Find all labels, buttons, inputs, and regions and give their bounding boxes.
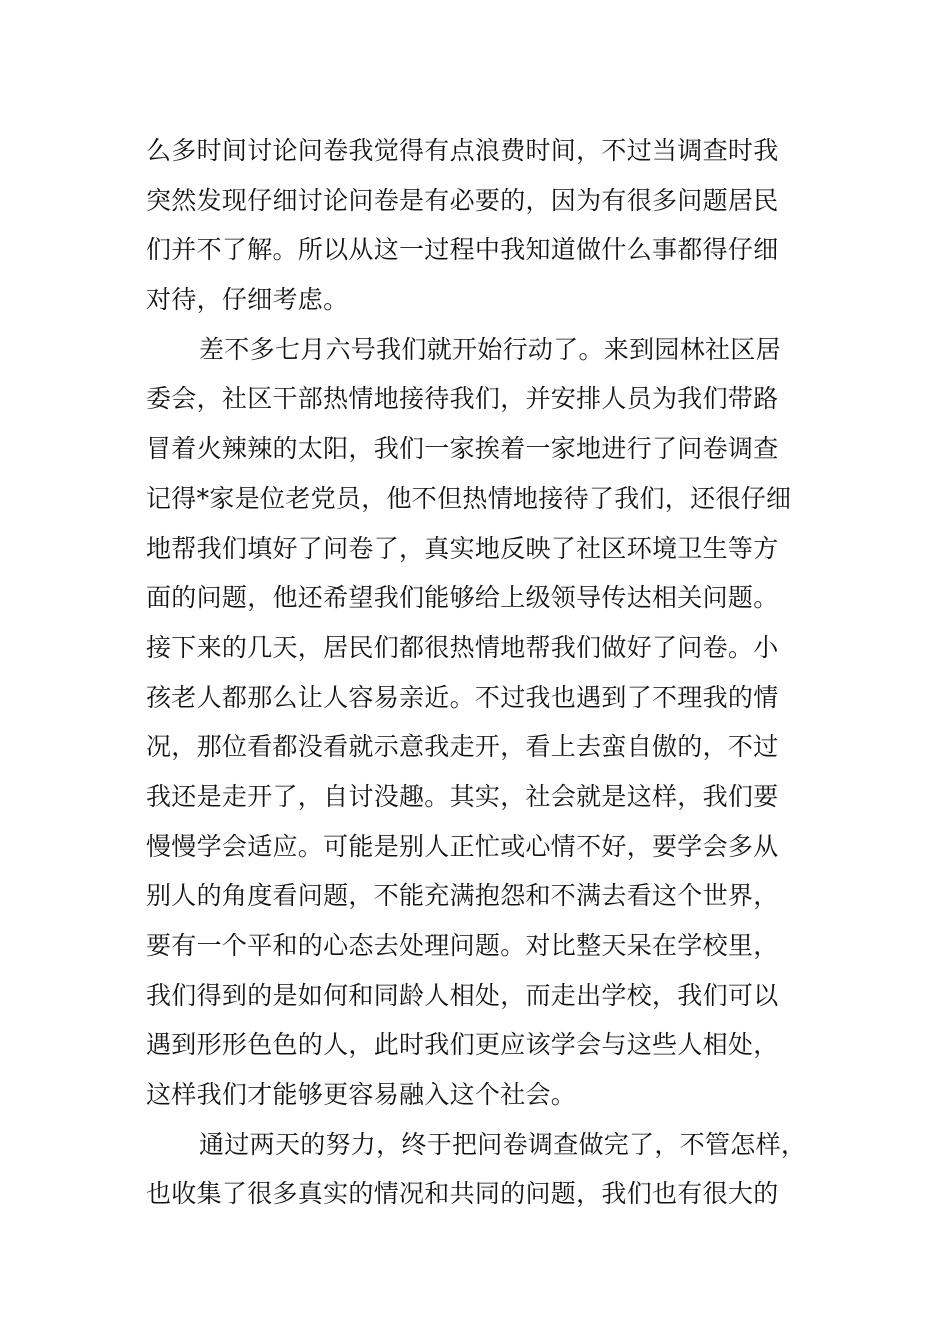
text-line: 面的问题，他还希望我们能够给上级领导传达相关问题。 [146, 583, 779, 613]
text-line: 对待，仔细考虑。 [146, 285, 349, 315]
text-line: 委会，社区干部热情地接待我们，并安排人员为我们带路 [146, 384, 779, 414]
text-line: 冒着火辣辣的太阳，我们一家挨着一家地进行了问卷调查 [146, 434, 779, 464]
text-line: 我们得到的是如何和同龄人相处，而走出学校，我们可以 [146, 980, 779, 1010]
body-text [146, 126, 836, 1219]
text-line: 孩老人都那么让人容易亲近。不过我也遇到了不理我的情 [146, 682, 779, 712]
text-line: 地帮我们填好了问卷了，真实地反映了社区环境卫生等方 [146, 533, 779, 563]
text-line: 么多时间讨论问卷我觉得有点浪费时间，不过当调查时我 [146, 136, 779, 165]
text-line: 突然发现仔细讨论问卷是有必要的，因为有很多问题居民 [146, 185, 779, 215]
text-line: 这样我们才能够更容易融入这个社会。 [146, 1080, 577, 1110]
paragraph-start-line: 差不多七月六号我们就开始行动了。来到园林社区居 [199, 334, 781, 364]
text-line: 别人的角度看问题，不能充满抱怨和不满去看这个世界， [146, 881, 779, 911]
text-line: 遇到形形色色的人，此时我们更应该学会与这些人相处， [146, 1030, 779, 1060]
text-line: 况，那位看都没看就示意我走开，看上去蛮自傲的，不过 [146, 732, 779, 762]
text-line: 要有一个平和的心态去处理问题。对比整天呆在学校里， [146, 931, 779, 960]
text-line: 慢慢学会适应。可能是别人正忙或心情不好，要学会多从 [146, 831, 779, 861]
text-line: 也收集了很多真实的情况和共同的问题，我们也有很大的 [146, 1179, 779, 1209]
text-line: 接下来的几天，居民们都很热情地帮我们做好了问卷。小 [146, 632, 779, 662]
text-line: 记得*家是位老党员，他不但热情地接待了我们，还很仔细 [146, 483, 792, 513]
text-line: 们并不了解。所以从这一过程中我知道做什么事都得仔细 [146, 235, 779, 265]
paragraph-start-line: 通过两天的努力，终于把问卷调查做完了，不管怎样， [199, 1129, 807, 1159]
text-line: 我还是走开了，自讨没趣。其实，社会就是这样，我们要 [146, 781, 779, 811]
